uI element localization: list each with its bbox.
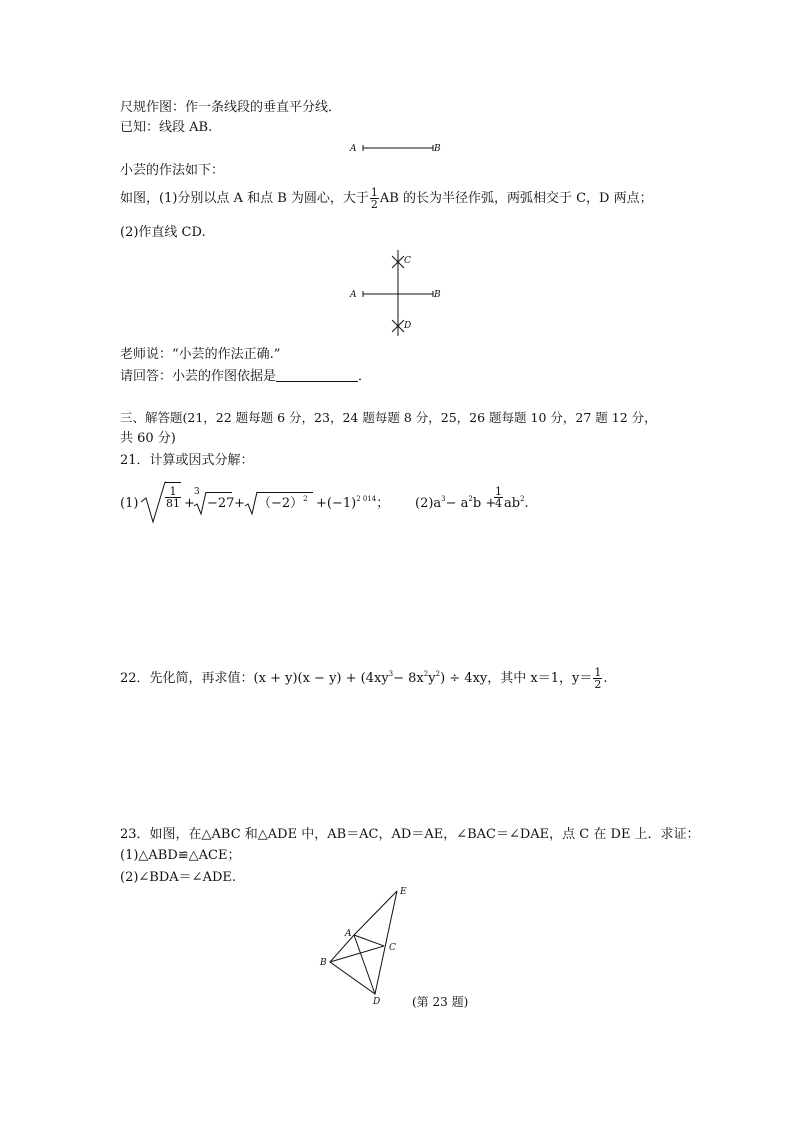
sqrt-sign-icon bbox=[140, 480, 166, 526]
step1-text-b: AB 的长为半径作弧，两弧相交于 C，D 两点； bbox=[379, 191, 653, 206]
q21-title: 21．计算或因式分解： bbox=[120, 453, 254, 468]
q21-p1-fraction: $\frac{1}{81}$ bbox=[166, 485, 180, 510]
q23-part2: (2)∠BDA＝∠ADE. bbox=[120, 870, 236, 885]
fig1-label-b: B bbox=[434, 144, 441, 154]
construction-question: 请回答：小芸的作图依据是 ． bbox=[120, 369, 372, 384]
section3-heading-line2: 共 60 分) bbox=[120, 431, 176, 446]
fig3-label-d: D bbox=[373, 997, 381, 1007]
fig1-label-a: A bbox=[350, 144, 357, 154]
method-intro: 小芸的作法如下： bbox=[120, 163, 225, 178]
q21-p1-label: (1) bbox=[120, 496, 139, 511]
fig3-label-e: E bbox=[400, 887, 407, 897]
q22-fraction: $\frac{1}{2}$ bbox=[594, 666, 602, 691]
q21-p2-fraction: $\frac{1}{4}$ bbox=[495, 485, 502, 510]
step1-fraction: $\frac{1}{2}$ bbox=[370, 186, 378, 211]
fig2-label-c: C bbox=[404, 256, 411, 266]
triangle-figure bbox=[310, 880, 420, 1010]
fig3-label-b: B bbox=[320, 958, 327, 968]
construction-step1 bbox=[120, 186, 653, 212]
sqrt-sign-2-icon bbox=[244, 490, 258, 516]
fig3-label-c: C bbox=[389, 943, 396, 953]
construction-step2: (2)作直线 CD. bbox=[120, 225, 206, 240]
fig3-label-a: A bbox=[345, 929, 352, 939]
perpendicular-bisector-figure bbox=[345, 248, 450, 340]
figure-caption: (第 23 题) bbox=[412, 995, 469, 1009]
teacher-comment: 老师说：“小芸的作法正确.” bbox=[120, 347, 281, 362]
q23-title: 23．如图，在△ABC 和△ADE 中，AB＝AC，AD＝AE，∠BAC＝∠DAE，点 C 在 DE 上．求证： bbox=[120, 827, 700, 842]
fig2-label-d: D bbox=[404, 321, 412, 331]
q23-part1: (1)△ABD≌△ACE； bbox=[120, 848, 241, 863]
step1-text-a: 如图，(1)分别以点 A 和点 B 为圆心，大于 bbox=[120, 191, 369, 206]
section3-heading-line1: 三、解答题(21，22 题每题 6 分，23，24 题每题 8 分，25，26 题每题 10 分，27 题 12 分， bbox=[120, 410, 657, 425]
q21-expressions: (1) $\frac{1}{81}$ + 3 −27 + $(-2)^2$ $+(-1)^{2 014}$； $(2)a^3- a^2b$ + $\frac{1}{4}$ $ab^2$. bbox=[120, 480, 680, 530]
answer-blank bbox=[276, 369, 358, 382]
fig2-label-b: B bbox=[434, 290, 441, 300]
construction-title: 尺规作图：作一条线段的垂直平分线． bbox=[120, 100, 342, 115]
construction-given: 已知：线段 AB. bbox=[120, 120, 213, 135]
segment-ab-figure bbox=[345, 138, 450, 158]
q22-expression: 22．先化简，再求值：$(x + y)(x - y) + (4xy^3- 8x^2y^2) \div 4xy$，其中 x＝1，y＝ $\frac{1}{2}$ . bbox=[120, 666, 608, 691]
q21-p2-expression: $(2)a^3- a^2b$ + bbox=[415, 495, 497, 511]
fig2-label-a: A bbox=[350, 290, 357, 300]
cube-root-index: 3 bbox=[194, 487, 200, 497]
cube-root-sign-icon bbox=[193, 490, 207, 516]
